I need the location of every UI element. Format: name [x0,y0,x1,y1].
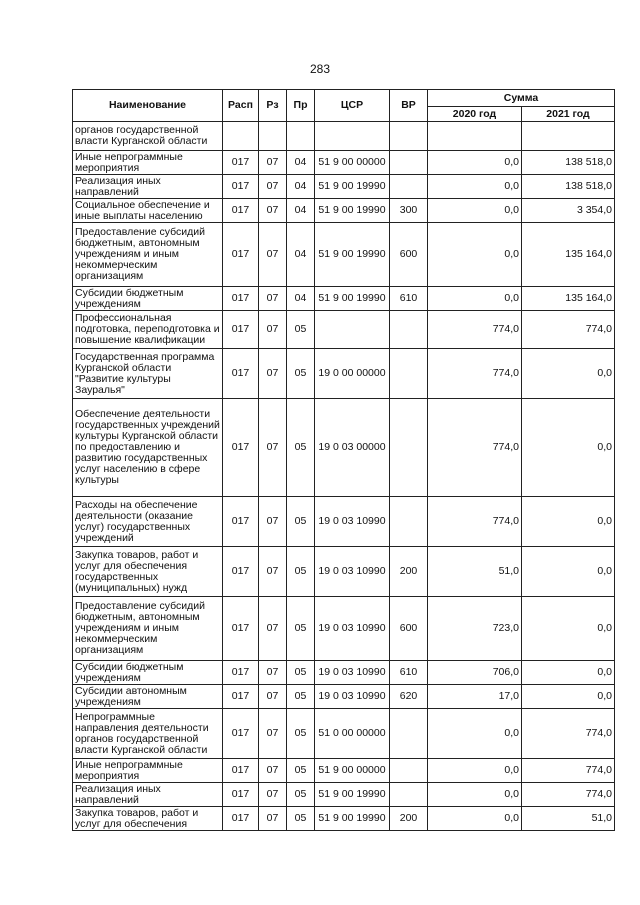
table-body [73,122,615,831]
row-sum-2020: 774,0 [428,349,522,399]
table-row [73,497,615,547]
row-pr: 04 [287,223,315,287]
row-rz: 07 [259,349,287,399]
row-csr: 51 0 00 00000 [315,709,390,759]
row-pr: 05 [287,709,315,759]
row-vr: 610 [390,661,428,685]
row-csr: 51 9 00 19990 [315,287,390,311]
table-row [73,597,615,661]
row-rasp: 017 [223,759,259,783]
header-sum: Сумма [428,90,615,107]
row-sum-2021: 0,0 [522,685,615,709]
table-row [73,122,615,151]
row-sum-2020: 0,0 [428,709,522,759]
row-rz: 07 [259,783,287,807]
table-row [73,685,615,709]
row-sum-2021: 135 164,0 [522,223,615,287]
row-name: Государственная программа Курганской области "Развитие культуры Зауралья" [73,349,223,399]
row-rasp: 017 [223,685,259,709]
row-sum-2021: 0,0 [522,661,615,685]
row-pr: 05 [287,685,315,709]
row-rasp [223,122,259,151]
row-csr: 51 9 00 00000 [315,759,390,783]
table-row [73,399,615,497]
row-sum-2021: 138 518,0 [522,151,615,175]
row-name: Социальное обеспечение и иные выплаты населению [73,199,223,223]
row-name: Профессиональная подготовка, переподготовка и повышение квалификации [73,311,223,349]
row-csr: 19 0 03 10990 [315,685,390,709]
row-vr: 610 [390,287,428,311]
row-vr [390,311,428,349]
table-row [73,759,615,783]
row-rz: 07 [259,287,287,311]
row-vr: 620 [390,685,428,709]
row-sum-2020: 0,0 [428,175,522,199]
row-rz: 07 [259,807,287,831]
row-pr: 05 [287,349,315,399]
row-vr [390,497,428,547]
table-row [73,175,615,199]
row-csr: 19 0 00 00000 [315,349,390,399]
row-rasp: 017 [223,223,259,287]
table-row [73,151,615,175]
row-rasp: 017 [223,311,259,349]
row-csr: 19 0 03 10990 [315,597,390,661]
row-vr [390,709,428,759]
header-name: Наименование [73,90,223,122]
row-vr [390,349,428,399]
row-pr: 04 [287,287,315,311]
row-pr: 05 [287,759,315,783]
row-pr: 05 [287,399,315,497]
row-name: Субсидии автономным учреждениям [73,685,223,709]
header-2020: 2020 год [428,107,522,122]
row-csr: 19 0 03 00000 [315,399,390,497]
table-row [73,807,615,831]
row-vr: 300 [390,199,428,223]
row-name: Предоставление субсидий бюджетным, автономным учреждениям и иным некоммерческим организациям [73,223,223,287]
row-rasp: 017 [223,547,259,597]
row-csr: 19 0 03 10990 [315,497,390,547]
row-name: Реализация иных направлений [73,175,223,199]
header-rasp: Расп [223,90,259,122]
row-name: Иные непрограммные мероприятия [73,759,223,783]
row-vr [390,122,428,151]
row-pr: 04 [287,199,315,223]
row-rz: 07 [259,597,287,661]
row-pr: 04 [287,175,315,199]
row-vr [390,151,428,175]
table-row [73,287,615,311]
row-sum-2021: 774,0 [522,311,615,349]
row-rz [259,122,287,151]
row-pr: 05 [287,547,315,597]
row-rasp: 017 [223,349,259,399]
row-name: Реализация иных направлений [73,783,223,807]
row-sum-2020 [428,122,522,151]
row-name: органов государственной власти Курганской области [73,122,223,151]
budget-table [72,89,615,831]
row-rz: 07 [259,399,287,497]
row-pr: 05 [287,661,315,685]
row-rasp: 017 [223,175,259,199]
row-sum-2020: 0,0 [428,287,522,311]
row-rasp: 017 [223,709,259,759]
row-sum-2021: 51,0 [522,807,615,831]
row-sum-2021: 135 164,0 [522,287,615,311]
row-rasp: 017 [223,661,259,685]
row-name: Закупка товаров, работ и услуг для обеспечения [73,807,223,831]
row-csr [315,122,390,151]
table-row [73,783,615,807]
row-sum-2020: 723,0 [428,597,522,661]
row-name: Расходы на обеспечение деятельности (оказание услуг) государственных учреждений [73,497,223,547]
row-rz: 07 [259,661,287,685]
header-vr: ВР [390,90,428,122]
row-rz: 07 [259,175,287,199]
row-sum-2020: 0,0 [428,199,522,223]
row-pr: 04 [287,151,315,175]
table-row [73,661,615,685]
row-rz: 07 [259,497,287,547]
row-sum-2021: 0,0 [522,399,615,497]
row-csr: 19 0 03 10990 [315,661,390,685]
row-name: Субсидии бюджетным учреждениям [73,661,223,685]
row-sum-2020: 0,0 [428,783,522,807]
row-sum-2020: 0,0 [428,807,522,831]
row-sum-2020: 0,0 [428,151,522,175]
table-row [73,199,615,223]
header-rz: Рз [259,90,287,122]
row-name: Предоставление субсидий бюджетным, автономным учреждениям и иным некоммерческим организациям [73,597,223,661]
row-sum-2021: 0,0 [522,547,615,597]
row-rz: 07 [259,547,287,597]
table-row [73,547,615,597]
row-sum-2021: 0,0 [522,497,615,547]
row-vr [390,759,428,783]
row-rz: 07 [259,709,287,759]
table-row [73,349,615,399]
row-name: Иные непрограммные мероприятия [73,151,223,175]
row-rasp: 017 [223,399,259,497]
row-vr [390,175,428,199]
row-rz: 07 [259,311,287,349]
row-pr: 05 [287,311,315,349]
row-vr: 600 [390,223,428,287]
row-sum-2021: 774,0 [522,709,615,759]
row-sum-2021: 0,0 [522,597,615,661]
row-vr: 600 [390,597,428,661]
row-name: Субсидии бюджетным учреждениям [73,287,223,311]
row-rasp: 017 [223,151,259,175]
row-vr [390,399,428,497]
row-sum-2021: 774,0 [522,759,615,783]
row-csr: 19 0 03 10990 [315,547,390,597]
row-pr: 05 [287,783,315,807]
row-rasp: 017 [223,199,259,223]
row-csr [315,311,390,349]
row-rz: 07 [259,151,287,175]
header-csr: ЦСР [315,90,390,122]
row-pr [287,122,315,151]
row-sum-2020: 774,0 [428,399,522,497]
row-sum-2020: 0,0 [428,759,522,783]
header-row [73,90,615,107]
row-csr: 51 9 00 19990 [315,175,390,199]
page-number: 283 [309,62,331,76]
row-sum-2021 [522,122,615,151]
row-rasp: 017 [223,807,259,831]
row-sum-2020: 774,0 [428,311,522,349]
table-row [73,709,615,759]
row-name: Непрограммные направления деятельности органов государственной власти Курганской области [73,709,223,759]
row-sum-2021: 138 518,0 [522,175,615,199]
row-sum-2021: 774,0 [522,783,615,807]
row-rasp: 017 [223,497,259,547]
row-sum-2020: 51,0 [428,547,522,597]
row-sum-2020: 706,0 [428,661,522,685]
row-rasp: 017 [223,287,259,311]
row-csr: 51 9 00 19990 [315,223,390,287]
row-csr: 51 9 00 19990 [315,199,390,223]
row-csr: 51 9 00 00000 [315,151,390,175]
row-rasp: 017 [223,597,259,661]
header-2021: 2021 год [522,107,615,122]
row-vr: 200 [390,547,428,597]
row-rz: 07 [259,759,287,783]
row-csr: 51 9 00 19990 [315,783,390,807]
row-sum-2021: 3 354,0 [522,199,615,223]
row-sum-2020: 17,0 [428,685,522,709]
row-sum-2020: 0,0 [428,223,522,287]
row-pr: 05 [287,497,315,547]
row-sum-2021: 0,0 [522,349,615,399]
row-sum-2020: 774,0 [428,497,522,547]
row-pr: 05 [287,597,315,661]
row-csr: 51 9 00 19990 [315,807,390,831]
row-rasp: 017 [223,783,259,807]
row-rz: 07 [259,685,287,709]
header-pr: Пр [287,90,315,122]
row-name: Обеспечение деятельности государственных учреждений культуры Курганской области по предоставлению и развитию государственных услуг населению в сфере культуры [73,399,223,497]
row-name: Закупка товаров, работ и услуг для обеспечения государственных (муниципальных) нужд [73,547,223,597]
row-vr: 200 [390,807,428,831]
row-rz: 07 [259,223,287,287]
row-vr [390,783,428,807]
table-row [73,311,615,349]
row-pr: 05 [287,807,315,831]
row-rz: 07 [259,199,287,223]
table-row [73,223,615,287]
